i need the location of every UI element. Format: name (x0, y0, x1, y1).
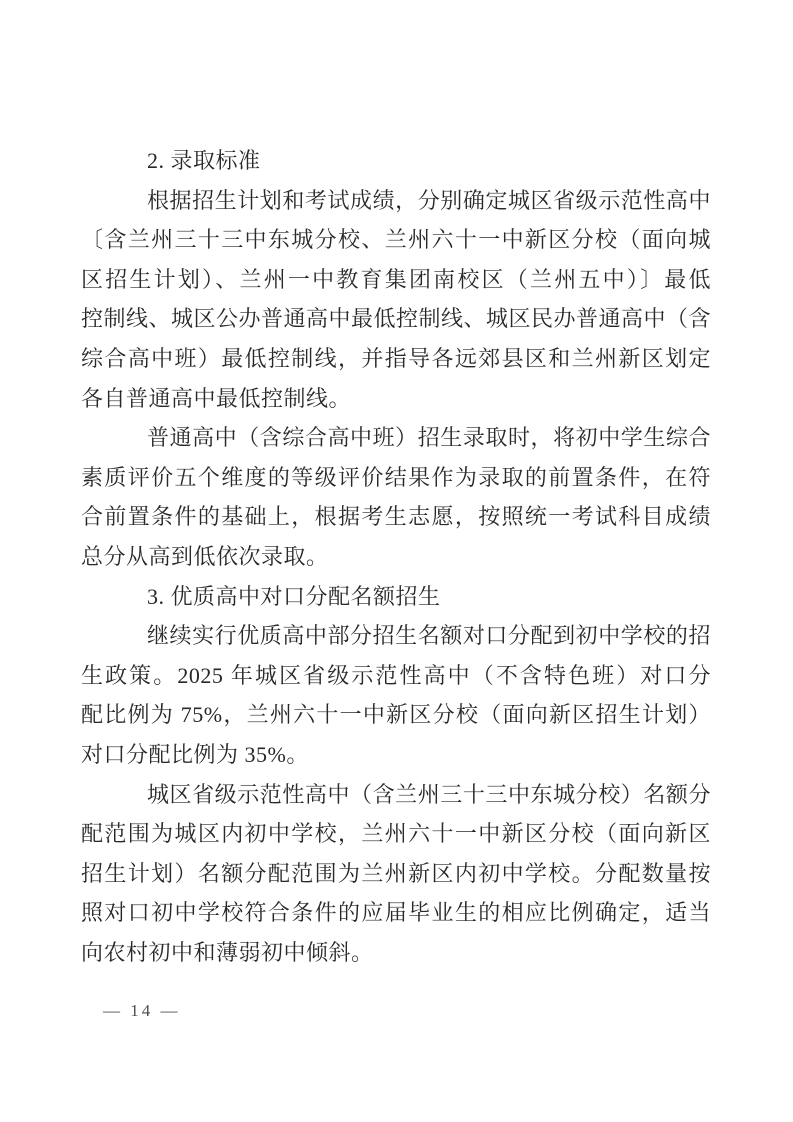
text-line: 配范围为城区内初中学校，兰州六十一中新区分校（面向新区 (81, 821, 711, 847)
text-line: 向农村初中和薄弱初中倾斜。 (81, 939, 374, 965)
text-line: 对口分配比例为 35%。 (81, 741, 309, 767)
text-line: 合前置条件的基础上，根据考生志愿，按照统一考试科目成绩 (81, 504, 711, 530)
text-line: 〔含兰州三十三中东城分校、兰州六十一中新区分校（面向城 (81, 227, 711, 253)
text-line: 各自普通高中最低控制线。 (81, 385, 352, 411)
text-line: 招生计划）名额分配范围为兰州新区内初中学校。分配数量按 (81, 860, 711, 886)
document-body (81, 141, 711, 972)
text-line: 普通高中（含综合高中班）招生录取时，将初中学生综合 (147, 425, 711, 451)
text-line: 根据招生计划和考试成绩，分别确定城区省级示范性高中 (147, 187, 711, 213)
text-line: 区招生计划）、兰州一中教育集团南校区（兰州五中）〕最低 (81, 266, 711, 292)
text-line: 素质评价五个维度的等级评价结果作为录取的前置条件，在符 (81, 464, 711, 490)
text-line: 城区省级示范性高中（含兰州三十三中东城分校）名额分 (147, 781, 711, 807)
text-line: 生政策。2025 年城区省级示范性高中（不含特色班）对口分 (81, 662, 711, 688)
text-line: 总分从高到低依次录取。 (81, 543, 329, 569)
text-line: 配比例为 75%，兰州六十一中新区分校（面向新区招生计划） (81, 702, 711, 728)
page-number: — 14 — (103, 1001, 181, 1020)
section-heading: 2. 录取标准 (147, 148, 261, 173)
text-line: 综合高中班）最低控制线，并指导各远郊县区和兰州新区划定 (81, 345, 711, 371)
text-line: 继续实行优质高中部分招生名额对口分配到初中学校的招 (147, 623, 711, 649)
text-line: 照对口初中学校符合条件的应届毕业生的相应比例确定，适当 (81, 900, 711, 926)
text-line: 控制线、城区公办普通高中最低控制线、城区民办普通高中（含 (81, 306, 712, 332)
section-heading: 3. 优质高中对口分配名额招生 (147, 583, 441, 609)
